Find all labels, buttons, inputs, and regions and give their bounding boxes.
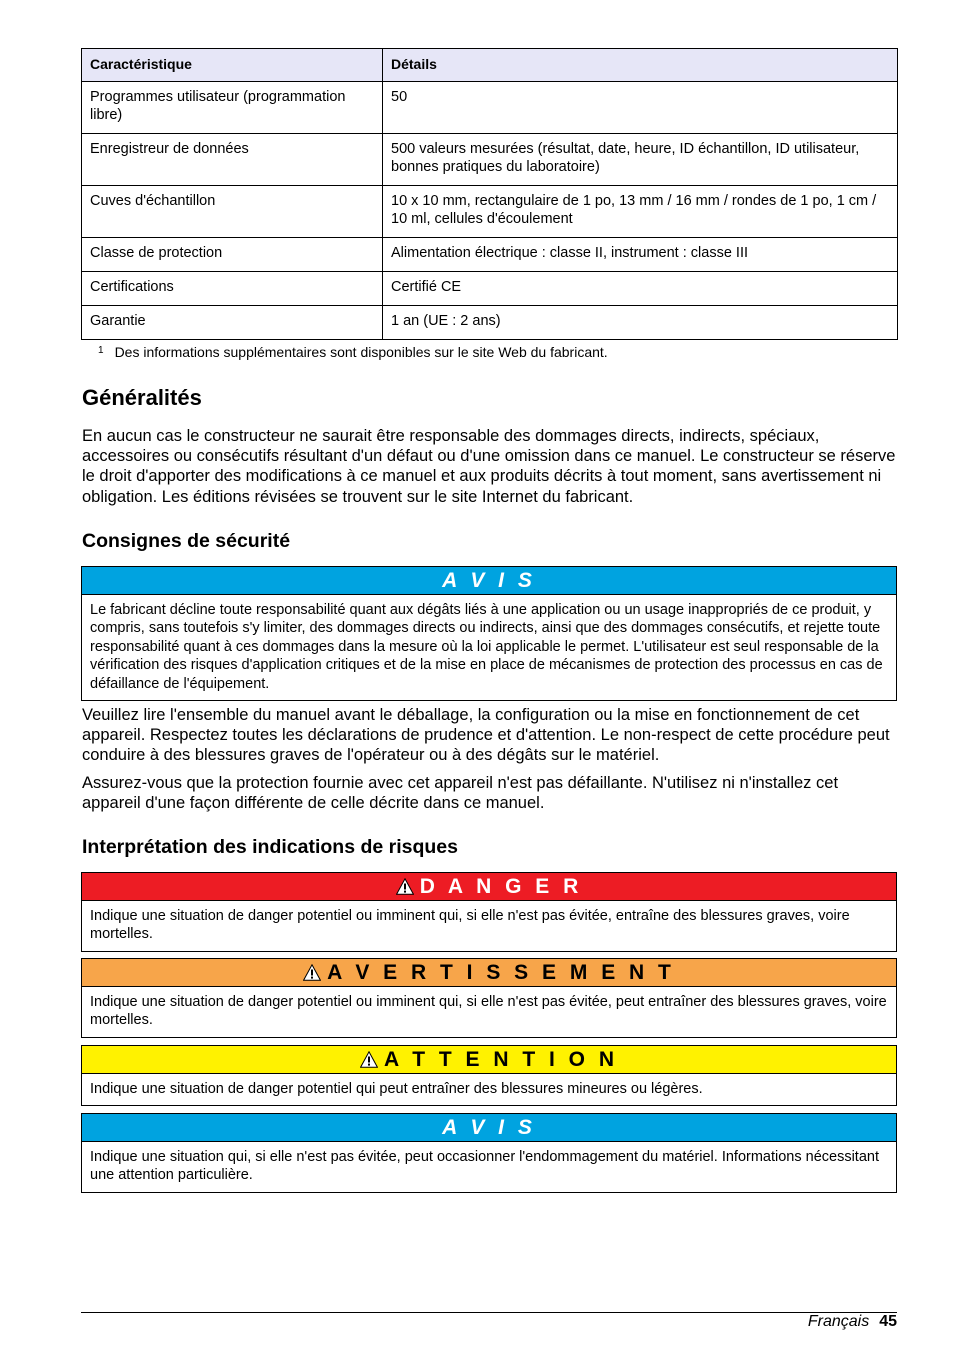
footer-divider [81,1312,897,1313]
table-cell: Certifié CE [383,272,898,306]
table-row [82,238,898,272]
warning-triangle-icon [360,1051,378,1068]
table-row [82,186,898,238]
subsection-title-risques: Interprétation des indications de risques [82,836,458,858]
column-header: Détails [383,49,898,82]
table-cell: Certifications [82,272,383,306]
notice-text: Le fabricant décline toute responsabilité quant aux dégâts liés à une application ou un usage inappropriés de ce produit, y compris, sans toutefois s'y limiter, des dommages directs ou indirects, ainsi que des dommages consécutifs, et rejette toute responsabilité quant à ces dommages dans la mesure où la loi applicable le permet. L'utilisateur est seul responsable de la vérification des risques d'application critiques et de la mise en place de mécanismes de protection des processus en cas de défaillance de l'équipement. [90,602,883,692]
warning-triangle-icon [396,878,414,895]
notice-text: Indique une situation qui, si elle n'est pas évitée, peut occasionner l'endommagement du matériel. Informations nécessitant une attention particulière. [90,1149,879,1184]
page-number: 45 [879,1313,897,1330]
footnote-text: Des informations supplémentaires sont disponibles sur le site Web du fabricant. [114,344,608,360]
table-cell: 10 x 10 mm, rectangulaire de 1 po, 13 mm / 16 mm / rondes de 1 po, 1 cm / 10 ml, cellules d'écoulement [383,186,898,238]
footnote-marker: 1 [98,345,104,356]
table-cell: 1 an (UE : 2 ans) [383,306,898,340]
footer-language: Français [807,1313,870,1330]
danger-label: D A N G E R [419,874,583,898]
notice-box-risk [81,1113,897,1193]
danger-header [82,873,896,901]
notice-label: A V I S [442,568,536,592]
table-cell: 500 valeurs mesurées (résultat, date, heure, ID échantillon, ID utilisateur, bonnes pratiques du laboratoire) [383,134,898,186]
table-cell: Enregistreur de données [82,134,383,186]
warning-label: A V E R T I S S E M E N T [327,960,675,984]
notice-label: A V I S [442,1115,536,1139]
generalites-paragraph: En aucun cas le constructeur ne saurait être responsable des dommages directs, indirects, spéciaux, accessoires ou consécutifs résultant d'un défaut ou d'une omission dans ce manuel. Le constructeur se réserve le droit d'apporter des modifications à ce manuel et aux produits décrits à tout moment, sans avertissement ni obligation. Les éditions révisées se trouvent sur le site Internet du fabricant. [82,427,896,506]
column-header: Caractéristique [82,49,383,82]
table-cell: Garantie [82,306,383,340]
securite-paragraph-2: Assurez-vous que la protection fournie avec cet appareil n'est pas défaillante. N'utilisez ni n'installez cet appareil d'une façon différente de celle décrite dans ce manuel. [82,774,839,813]
caution-header [82,1046,896,1074]
table-row [82,306,898,340]
table-cell: Alimentation électrique : classe II, instrument : classe III [383,238,898,272]
caution-label: A T T E N T I O N [383,1047,619,1071]
warning-header [82,959,896,987]
table-cell: 50 [383,82,898,134]
page-footer [808,1312,897,1332]
notice-header [82,1114,896,1142]
table-row [82,82,898,134]
table-header-row [82,49,898,82]
subsection-title-securite: Consignes de sécurité [82,530,291,552]
section-title-generalites: Généralités [82,385,202,410]
caution-text: Indique une situation de danger potentiel qui peut entraîner des blessures mineures ou légères. [90,1081,703,1097]
caution-box [81,1045,897,1106]
danger-text: Indique une situation de danger potentiel ou imminent qui, si elle n'est pas évitée, entraîne des blessures graves, voire mortelles. [90,908,850,943]
table-row [82,272,898,306]
notice-box-safety [81,566,897,701]
warning-box [81,958,897,1038]
warning-text: Indique une situation de danger potentiel ou imminent qui, si elle n'est pas évitée, peut entraîner des blessures graves, voire mortelles. [90,994,887,1029]
table-cell: Cuves d'échantillon [82,186,383,238]
table-row [82,134,898,186]
table-cell: Programmes utilisateur (programmation libre) [82,82,383,134]
securite-paragraph-1: Veuillez lire l'ensemble du manuel avant le déballage, la configuration ou la mise en fonctionnement de cet appareil. Respectez toutes les déclarations de prudence et d'attention. Le non-respect de cette procédure peut conduire à des blessures graves de l'opérateur ou à des dégâts sur le matériel. [82,706,890,765]
table-cell: Classe de protection [82,238,383,272]
specifications-table [81,48,898,340]
table-footnote [98,343,608,361]
danger-box [81,872,897,952]
warning-triangle-icon [303,964,321,981]
notice-header [82,567,896,595]
